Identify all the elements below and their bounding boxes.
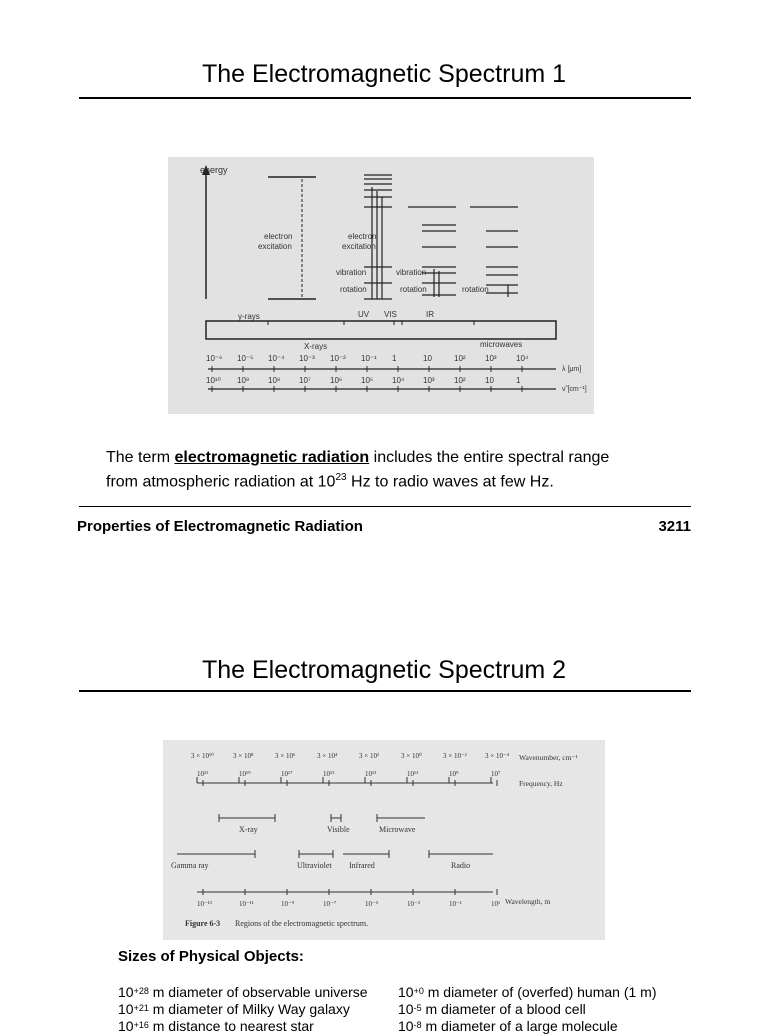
wavelength-axis-label: 10³ <box>485 354 497 363</box>
svg-text:VIS: VIS <box>384 310 397 319</box>
svg-text:vibration: vibration <box>336 268 367 277</box>
wavenumber-axis-label: 10³ <box>423 376 435 385</box>
wavelength-axis-label: 10 <box>423 354 432 363</box>
svg-text:rotation: rotation <box>400 285 427 294</box>
svg-text:electron: electron <box>264 232 293 241</box>
wavenumber-axis-label: 1 <box>516 376 521 385</box>
wavenumber-axis-label: 10² <box>454 376 466 385</box>
wavenumber-axis-label: 10⁴ <box>392 376 405 385</box>
svg-text:rotation: rotation <box>340 285 367 294</box>
fig2-wavenumber-label: 3 × 10⁶ <box>275 752 296 760</box>
wavenumber-axis-label: 10 <box>485 376 494 385</box>
svg-text:IR: IR <box>426 310 434 319</box>
size-item: $10^{+16}$ m distance to nearest star <box>118 1018 314 1034</box>
fig2-wavenumber-label: 3 × 10⁻² <box>443 752 467 760</box>
fig2-frequency-label: 10¹¹ <box>407 770 419 778</box>
svg-text:ν̃ [cm⁻¹]: ν̃ [cm⁻¹] <box>562 386 587 393</box>
svg-text:γ-rays: γ-rays <box>238 312 260 321</box>
fig2-wavenumber-label: 3 × 10¹⁰ <box>191 752 214 760</box>
fig2-wavenumber-label: 3 × 10² <box>359 752 380 760</box>
svg-text:Microwave: Microwave <box>379 825 416 834</box>
wavelength-axis-label: 10⁻⁶ <box>206 354 223 363</box>
fig2-wavelength-label: 10⁻¹¹ <box>239 900 254 908</box>
svg-text:Gamma ray: Gamma ray <box>171 861 209 870</box>
wavelength-axis-label: 1 <box>392 354 397 363</box>
wavelength-axis-label: 10² <box>454 354 466 363</box>
svg-text:λ [μm]: λ [μm] <box>562 366 582 373</box>
sizes-list-right <box>398 984 656 1035</box>
wavenumber-axis-label: 10⁶ <box>330 376 343 385</box>
spectrum-figure-2 <box>163 740 605 940</box>
page1-footer <box>77 518 691 535</box>
footer-rule <box>79 506 691 507</box>
fig2-frequency-label: 10¹⁵ <box>323 770 335 778</box>
fig2-frequency-label: 10¹⁷ <box>281 770 293 778</box>
wavenumber-axis-label: 10¹⁰ <box>206 376 221 385</box>
fig2-wavelength-label: 10¹ <box>491 900 501 908</box>
fig2-wavelength-label: 10⁻⁹ <box>281 900 295 908</box>
svg-text:Ultraviolet: Ultraviolet <box>297 861 332 870</box>
size-item: $10^{-8}$ m diameter of a large molecule <box>398 1018 618 1034</box>
page2-title: The Electromagnetic Spectrum 2 <box>201 656 567 684</box>
svg-text:UV: UV <box>358 310 370 319</box>
svg-text:rotation: rotation <box>462 285 489 294</box>
fig2-wavenumber-label: 3 × 10⁻⁴ <box>485 752 510 760</box>
wavenumber-axis-label: 10⁹ <box>237 376 250 385</box>
footer-page-number: 3211 <box>658 518 691 535</box>
spectrum-figure-1 <box>168 157 594 414</box>
svg-text:excitation: excitation <box>258 242 292 251</box>
wavenumber-axis-label: 10⁷ <box>299 376 311 385</box>
svg-text:X-rays: X-rays <box>304 342 328 351</box>
wavelength-axis-label: 10⁻⁴ <box>268 354 285 363</box>
size-item: $10^{-5}$ m diameter of a blood cell <box>398 1001 586 1017</box>
wavenumber-axis-label: 10⁵ <box>361 376 374 385</box>
fig2-wavenumber-label: 3 × 10⁰ <box>401 752 422 760</box>
svg-text:electron: electron <box>348 232 377 241</box>
svg-text:Figure 6-3: Figure 6-3 <box>185 919 221 928</box>
fig2-wavenumber-label: 3 × 10⁸ <box>233 752 254 760</box>
svg-text:Visible: Visible <box>327 825 350 834</box>
page1-title-rule <box>79 97 691 99</box>
intro-paragraph: The term electromagnetic radiation includes the entire spectral range from atmospheric radiation at $10^{23}$ Hz to radio waves at few Hz. <box>106 449 610 491</box>
wavelength-axis-label: 10⁻⁵ <box>237 354 254 363</box>
fig2-frequency-label: 10¹³ <box>365 770 377 778</box>
fig2-wavelength-label: 10⁻⁵ <box>365 900 379 908</box>
fig2-wavelength-label: 10⁻³ <box>407 900 420 908</box>
page1-title: The Electromagnetic Spectrum 1 <box>201 60 567 88</box>
size-item: $10^{+21}$ m diameter of Milky Way galaxy <box>118 1001 350 1017</box>
wavelength-axis-label: 10⁻² <box>330 354 346 363</box>
fig2-frequency-label: 10¹⁹ <box>239 770 251 778</box>
fig2-wavelength-label: 10⁻¹ <box>449 900 462 908</box>
svg-text:X-ray: X-ray <box>239 825 258 834</box>
size-item: $10^{+0}$ m diameter of (overfed) human (1 m) <box>398 984 657 1000</box>
sizes-heading: Sizes of Physical Objects: <box>118 948 304 965</box>
wavenumber-axis-label: 10⁸ <box>268 376 281 385</box>
sizes-list-left <box>118 984 368 1035</box>
fig2-wavelength-label: 10⁻⁷ <box>323 900 337 908</box>
svg-text:Regions of the electromagnetic: Regions of the electromagnetic spectrum. <box>235 919 369 928</box>
svg-text:Wavenumber, cm⁻¹: Wavenumber, cm⁻¹ <box>519 753 578 762</box>
wavelength-axis-label: 10⁻³ <box>299 354 315 363</box>
svg-text:Frequency, Hz: Frequency, Hz <box>519 779 563 788</box>
fig2-frequency-label: 10²¹ <box>197 770 209 778</box>
fig2-wavenumber-label: 3 × 10⁴ <box>317 752 338 760</box>
energy-label: energy <box>200 165 228 175</box>
page2-title-rule <box>79 690 691 692</box>
svg-text:Radio: Radio <box>451 861 471 870</box>
svg-text:excitation: excitation <box>342 242 376 251</box>
em-radiation-term: electromagnetic radiation <box>174 449 370 466</box>
fig2-frequency-label: 10⁹ <box>449 770 459 778</box>
fig2-frequency-label: 10⁷ <box>491 770 501 778</box>
fig2-wavelength-label: 10⁻¹³ <box>197 900 212 908</box>
wavelength-axis-label: 10⁻¹ <box>361 354 377 363</box>
size-item: $10^{+28}$ m diameter of observable universe <box>118 984 368 1000</box>
svg-text:Wavelength, m: Wavelength, m <box>505 897 551 906</box>
svg-text:microwaves: microwaves <box>480 340 523 349</box>
svg-text:Infrared: Infrared <box>349 861 375 870</box>
svg-text:vibration: vibration <box>396 268 427 277</box>
footer-title: Properties of Electromagnetic Radiation <box>77 518 363 535</box>
wavelength-axis-label: 10⁴ <box>516 354 529 363</box>
